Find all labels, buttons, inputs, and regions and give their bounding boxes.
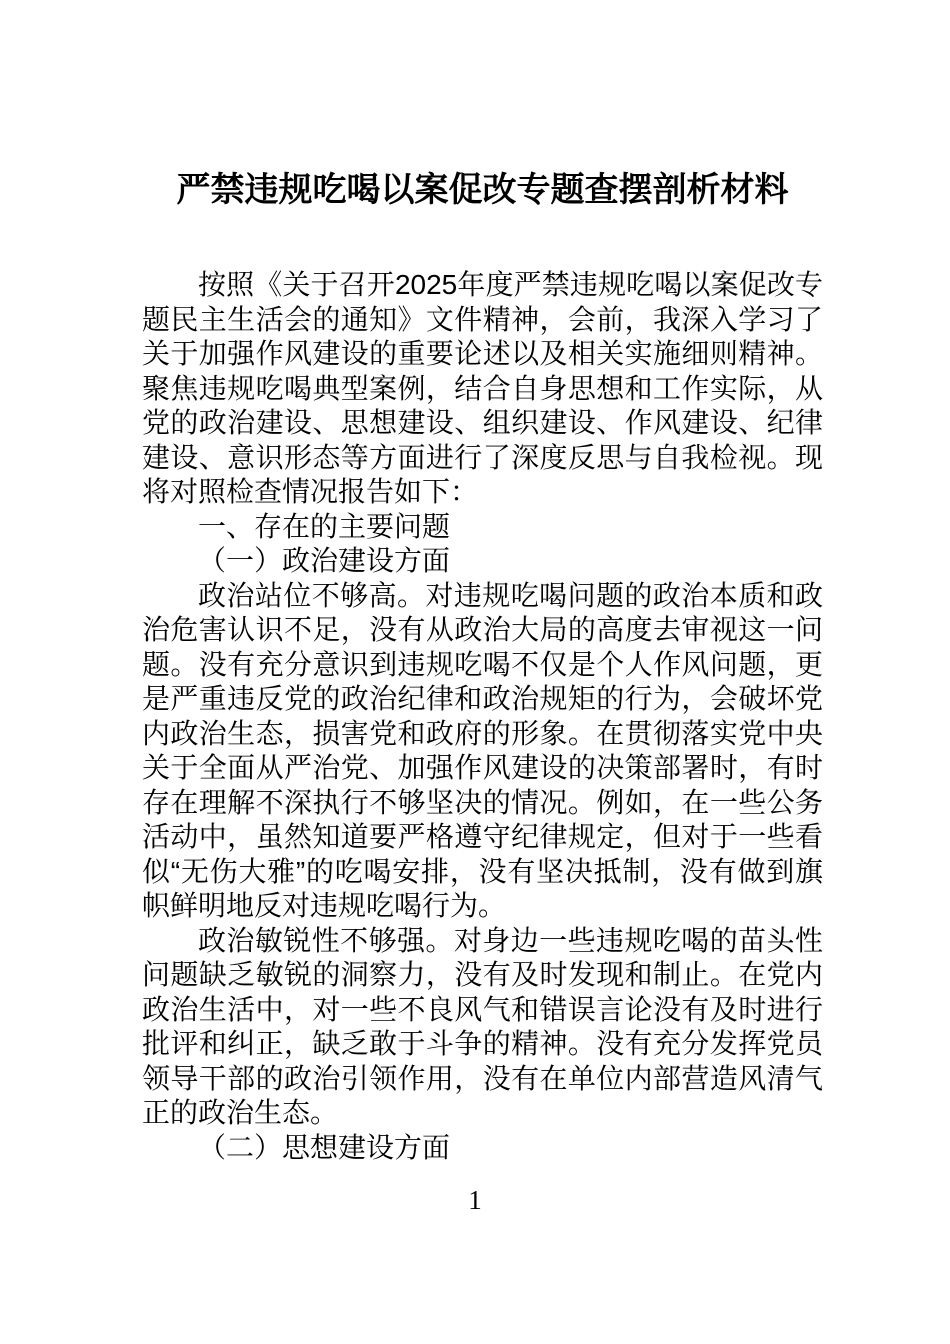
section-heading-main-problems: 一、存在的主要问题 — [198, 510, 451, 542]
document-column — [142, 170, 823, 1165]
subsection-heading-ideological-construction: （二）思想建设方面 — [198, 1131, 451, 1163]
paragraph-intro: 按照《关于召开2025年度严禁违规吃喝以案促改专题民主生活会的通知》文件精神，会前，我深入学习了关于加强作风建设的重要论述以及相关实施细则精神。聚焦违规吃喝典型案例，结合自身思想和工作实际，从党的政治建设、思想建设、组织建设、作风建设、纪律建设、意识形态等方面进行了深度反思与自我检视。现将对照检查情况报告如下： — [142, 269, 823, 507]
paragraph-political-stance: 政治站位不够高。对违规吃喝问题的政治本质和政治危害认识不足，没有从政治大局的高度去审视这一问题。没有充分意识到违规吃喝不仅是个人作风问题，更是严重违反党的政治纪律和政治规矩的行为，会破坏党内政治生态，损害党和政府的形象。在贯彻落实党中央关于全面从严治党、加强作风建设的决策部署时，有时存在理解不深执行不够坚决的情况。例如，在一些公务活动中，虽然知道要严格遵守纪律规定，但对于一些看似“无伤大雅”的吃喝安排，没有坚决抵制，没有做到旗帜鲜明地反对违规吃喝行为。 — [142, 579, 823, 921]
page-number: 1 — [468, 1185, 482, 1215]
document-body — [142, 268, 823, 1165]
document-title: 严禁违规吃喝以案促改专题查摆剖析材料 — [176, 171, 789, 209]
subsection-heading-political-construction: （一）政治建设方面 — [198, 545, 451, 576]
paragraph-political-acuity: 政治敏锐性不够强。对身边一些违规吃喝的苗头性问题缺乏敏锐的洞察力，没有及时发现和制止。在党内政治生活中，对一些不良风气和错误言论没有及时进行批评和纠正，缺乏敢于斗争的精神。没有充分发挥党员领导干部的政治引领作用，没有在单位内部营造风清气正的政治生态。 — [142, 924, 823, 1128]
